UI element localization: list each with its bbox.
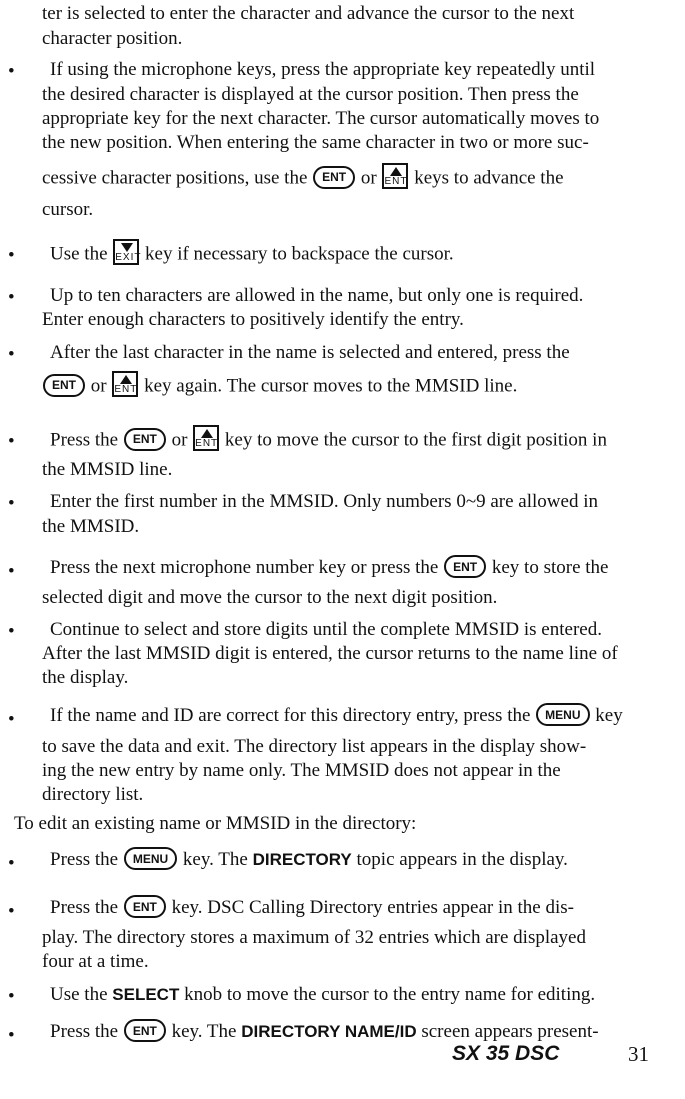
- bullet: •: [8, 621, 15, 642]
- text-line: Enter the first number in the MMSID. Only numbers 0~9 are allowed in: [50, 491, 598, 512]
- text-line: [50, 428, 607, 454]
- text-line: four at a time.: [42, 951, 149, 972]
- text-fragment: Press the: [50, 1021, 119, 1042]
- text-line: [50, 704, 623, 728]
- text-line: [50, 1020, 599, 1044]
- key-label: EXIT: [115, 252, 142, 263]
- ent-key-icon: ENT: [444, 555, 486, 578]
- bullet: •: [8, 431, 15, 452]
- text-fragment: Use the: [50, 243, 108, 265]
- keyword: DIRECTORY NAME/ID: [241, 1022, 417, 1041]
- text-line: the new position. When entering the same character in two or more suc-: [42, 132, 589, 153]
- key-label: ENT: [195, 438, 219, 449]
- text-fragment: key to move the cursor to the first digit position in: [224, 429, 607, 451]
- up-ent-key-icon: [382, 163, 408, 189]
- text-line: directory list.: [42, 784, 144, 805]
- text-line: to save the data and exit. The directory list appears in the display show-: [42, 736, 587, 757]
- key-label: ENT: [384, 176, 408, 187]
- text-line: Enter enough characters to positively identify the entry.: [42, 309, 464, 330]
- text-line: ter is selected to enter the character and advance the cursor to the next: [42, 3, 575, 24]
- text-fragment: Press the next microphone number key or press the: [50, 557, 439, 578]
- text-line: the MMSID.: [42, 516, 140, 537]
- footer-model-name: SX 35 DSC: [452, 1042, 560, 1065]
- text-fragment: key. The: [182, 849, 248, 870]
- text-fragment: key if necessary to backspace the cursor.: [145, 243, 454, 265]
- up-ent-key-icon: [112, 371, 138, 397]
- menu-key-icon: MENU: [536, 703, 589, 726]
- text-fragment: or: [90, 375, 107, 397]
- text-line: [50, 242, 454, 268]
- menu-key-icon: MENU: [124, 847, 177, 870]
- text-fragment: Press the: [50, 429, 119, 451]
- text-line: appropriate key for the next character. The cursor automatically moves to: [42, 108, 600, 129]
- text-fragment: key again. The cursor moves to the MMSID line.: [144, 375, 518, 397]
- text-line: Continue to select and store digits until the complete MMSID is entered.: [50, 619, 602, 640]
- bullet: •: [8, 709, 15, 730]
- keyword: DIRECTORY: [252, 850, 352, 869]
- text-line: [42, 374, 517, 400]
- text-line: If using the microphone keys, press the appropriate key repeatedly until: [50, 59, 596, 80]
- text-fragment: Press the: [50, 849, 119, 870]
- text-line: the MMSID line.: [42, 459, 173, 480]
- text-line: selected digit and move the cursor to the next digit position.: [42, 587, 498, 608]
- text-fragment: key. DSC Calling Directory entries appear in the dis-: [171, 897, 574, 918]
- ent-key-icon: ENT: [124, 428, 166, 451]
- text-line: Up to ten characters are allowed in the name, but only one is required.: [50, 285, 584, 306]
- bullet: •: [8, 986, 15, 1007]
- ent-key-icon: ENT: [43, 374, 85, 397]
- text-line: character position.: [42, 28, 183, 49]
- ent-key-icon: ENT: [124, 1019, 166, 1042]
- text-fragment: key to store the: [491, 557, 609, 578]
- text-fragment: or: [171, 429, 188, 451]
- bullet: •: [8, 853, 15, 874]
- bullet: •: [8, 1025, 15, 1046]
- ent-key-icon: ENT: [124, 895, 166, 918]
- text-line: [50, 896, 574, 920]
- text-line: the display.: [42, 667, 129, 688]
- text-line: [50, 983, 595, 1007]
- bullet: •: [8, 61, 15, 82]
- text-fragment: key. The: [171, 1021, 237, 1042]
- footer-page-number: 31: [628, 1042, 649, 1066]
- down-exit-key-icon: [113, 239, 142, 265]
- paragraph-heading: To edit an existing name or MMSID in the directory:: [14, 813, 417, 834]
- text-line: ing the new entry by name only. The MMSID does not appear in the: [42, 760, 561, 781]
- text-fragment: Press the: [50, 897, 119, 918]
- bullet: •: [8, 287, 15, 308]
- text-line: [50, 556, 608, 580]
- text-fragment: topic appears in the display.: [356, 849, 568, 870]
- text-line: play. The directory stores a maximum of 32 entries which are displayed: [42, 927, 586, 948]
- text-fragment: or: [360, 167, 377, 189]
- bullet: •: [8, 245, 15, 266]
- keyword: SELECT: [112, 985, 180, 1004]
- ent-key-icon: ENT: [313, 166, 355, 189]
- text-fragment: knob to move the cursor to the entry name for editing.: [184, 984, 596, 1005]
- bullet: •: [8, 493, 15, 514]
- text-fragment: Use the: [50, 984, 108, 1005]
- text-fragment: keys to advance the: [414, 167, 564, 189]
- text-line: [50, 848, 568, 872]
- text-line: the desired character is displayed at the cursor position. Then press the: [42, 84, 579, 105]
- key-label: ENT: [114, 384, 138, 395]
- text-line: After the last MMSID digit is entered, the cursor returns to the name line of: [42, 643, 618, 664]
- bullet: •: [8, 344, 15, 365]
- text-line: After the last character in the name is selected and entered, press the: [50, 342, 570, 363]
- text-line: [42, 166, 564, 192]
- text-fragment: key: [595, 705, 623, 726]
- text-fragment: If the name and ID are correct for this directory entry, press the: [50, 705, 531, 726]
- bullet: •: [8, 901, 15, 922]
- up-ent-key-icon: [193, 425, 219, 451]
- bullet: •: [8, 561, 15, 582]
- text-fragment: cessive character positions, use the: [42, 167, 308, 189]
- text-line: cursor.: [42, 199, 94, 220]
- text-fragment: screen appears present-: [421, 1021, 599, 1042]
